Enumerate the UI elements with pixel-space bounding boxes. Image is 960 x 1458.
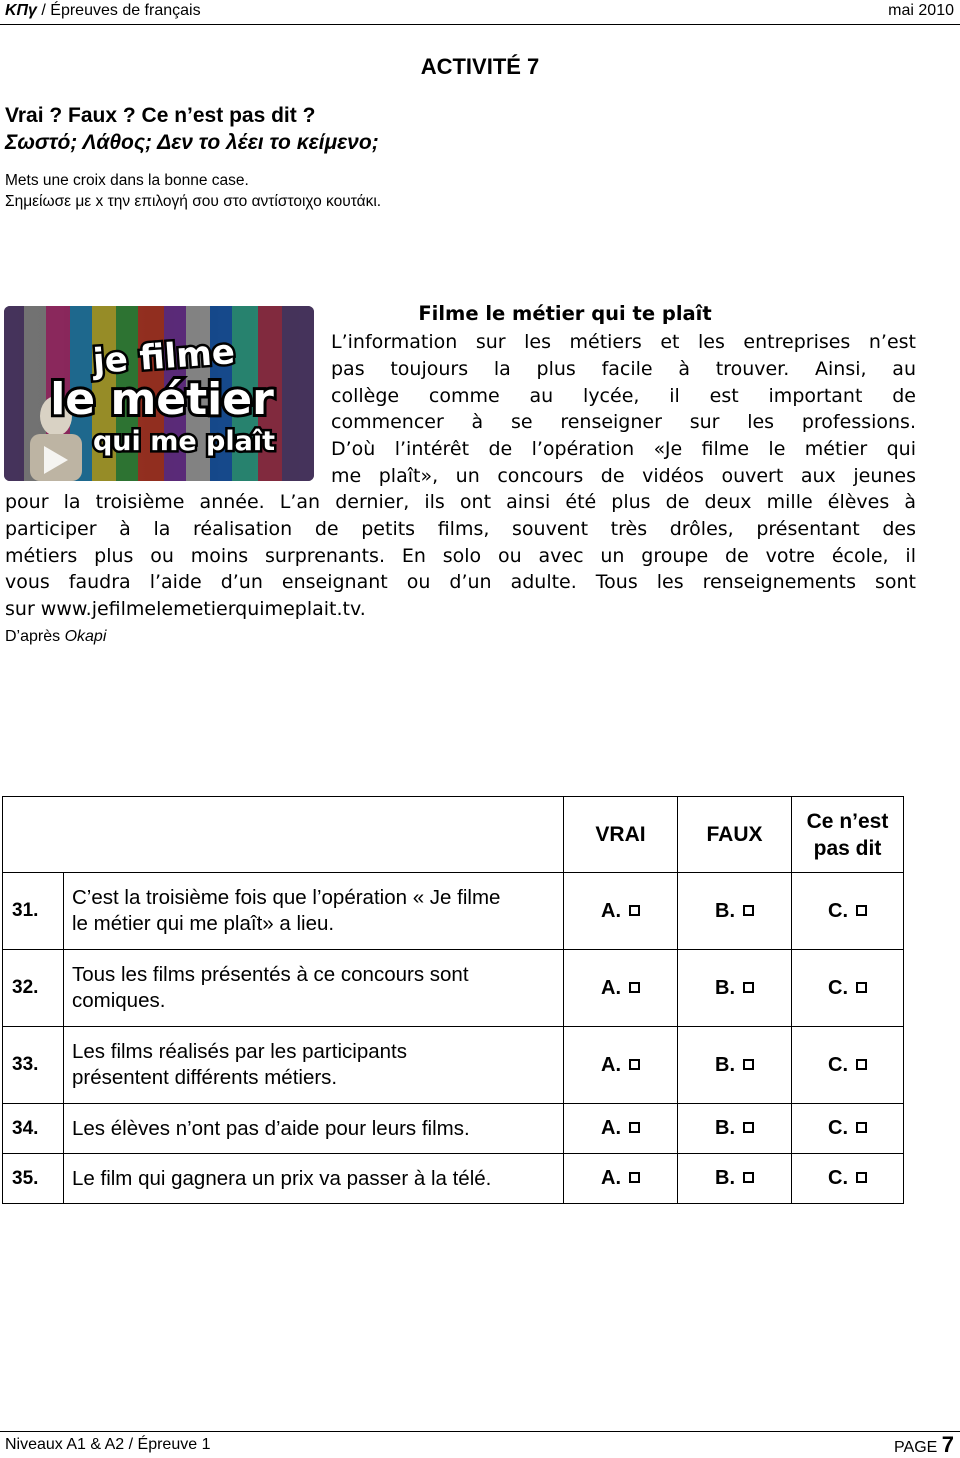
statement-line2: présentent différents métiers. [72, 1066, 338, 1089]
checkbox-a[interactable] [629, 982, 640, 993]
thumbnail-line-2: le métier [50, 374, 274, 425]
checkbox-a[interactable] [629, 1172, 640, 1183]
table-row [3, 1104, 904, 1154]
article-line: vous faudra l’aide d’un enseignant ou d’un adulte. Tous les renseignements sont [5, 571, 916, 594]
statement-line1: Les films réalisés par les participants [72, 1040, 407, 1063]
article-line: sur www.jefilmelemetierquimeplait.tv. [5, 598, 366, 621]
question-number: 31. [3, 873, 64, 950]
answer-table [2, 796, 904, 1204]
table-row [3, 950, 904, 1027]
option-b-label: B. [715, 1167, 735, 1189]
option-b-cell[interactable] [678, 950, 792, 1027]
thumbnail-line-1: je filme [91, 332, 237, 382]
footer-page-number: 7 [941, 1432, 954, 1457]
article-line: pour la troisième année. L’an dernier, ils ont ainsi été plus de deux mille élèves à [5, 491, 916, 513]
header-faux: FAUX [678, 797, 792, 873]
article-source [5, 628, 106, 646]
article-line: D’où l’intérêt de l’opération «Je filme le métier qui [331, 438, 916, 461]
statement-line1: Tous les films présentés à ce concours sont [72, 963, 469, 986]
checkbox-b[interactable] [743, 982, 754, 993]
article-line: métiers plus ou moins surprenants. En solo ou avec un groupe de votre école, il [5, 544, 916, 567]
footer-level: Niveaux A1 & A2 / Épreuve 1 [5, 1436, 211, 1453]
header-title [5, 2, 201, 20]
option-c-cell[interactable] [792, 1027, 904, 1104]
page-header [0, 0, 960, 25]
option-b-label: B. [715, 976, 735, 999]
activity-title-text: ACTIVITÉ 7 [420, 54, 540, 79]
header-ce-nest-line1: Ce n’est [806, 809, 889, 833]
footer-page-label: PAGE [894, 1439, 942, 1456]
option-a-label: A. [601, 899, 621, 922]
option-b-label: B. [715, 1117, 735, 1139]
checkbox-a[interactable] [629, 1059, 640, 1070]
option-b-label: B. [715, 899, 735, 922]
question-statement [64, 950, 564, 1027]
option-c-label: C. [828, 899, 848, 922]
table-row [3, 1027, 904, 1104]
article-column-text [331, 329, 916, 490]
footer-divider [0, 1431, 960, 1432]
instruction-french: Mets une croix dans la bonne case. [5, 172, 249, 189]
checkbox-b[interactable] [743, 905, 754, 916]
article-line: pas toujours la plus facile à trouver. Ainsi, au [331, 357, 916, 380]
option-b-cell[interactable] [678, 1104, 792, 1154]
question-number: 35. [3, 1154, 64, 1204]
activity-title [0, 54, 960, 80]
source-prefix: D’après [5, 628, 65, 645]
article-line: L’information sur les métiers et les entreprises n’est [331, 331, 916, 353]
checkbox-b[interactable] [743, 1172, 754, 1183]
option-a-label: A. [601, 1117, 621, 1139]
option-c-cell[interactable] [792, 873, 904, 950]
thumbnail-line-3: qui me plaît [92, 426, 276, 457]
option-a-cell[interactable] [564, 1104, 678, 1154]
header-subtitle: / Épreuves de français [36, 2, 201, 19]
statement-line2: le métier qui me plaît» a lieu. [72, 912, 335, 935]
option-c-label: C. [828, 1117, 848, 1139]
table-row [3, 1154, 904, 1204]
checkbox-c[interactable] [856, 1059, 867, 1070]
header-empty-cell [3, 797, 564, 873]
checkbox-c[interactable] [856, 982, 867, 993]
question-number: 34. [3, 1104, 64, 1154]
article-title [0, 302, 960, 325]
option-a-cell[interactable] [564, 950, 678, 1027]
question-number: 32. [3, 950, 64, 1027]
option-c-label: C. [828, 976, 848, 999]
option-b-cell[interactable] [678, 1154, 792, 1204]
article-title-text: Filme le métier qui te plaît [418, 302, 712, 325]
video-thumbnail [4, 306, 314, 481]
option-a-label: A. [601, 1053, 621, 1076]
question-statement [64, 1027, 564, 1104]
option-c-cell[interactable] [792, 950, 904, 1027]
option-c-label: C. [828, 1167, 848, 1189]
header-vrai: VRAI [564, 797, 678, 873]
thumbnail-graphic [4, 306, 314, 481]
checkbox-c[interactable] [856, 1122, 867, 1133]
footer-page [894, 1432, 954, 1458]
question-statement [64, 1104, 564, 1154]
checkbox-a[interactable] [629, 905, 640, 916]
statement-line1: Le film qui gagnera un prix va passer à la télé. [72, 1166, 492, 1190]
header-date: mai 2010 [888, 2, 954, 19]
checkbox-b[interactable] [743, 1059, 754, 1070]
option-c-cell[interactable] [792, 1154, 904, 1204]
statement-line1: Les élèves n’ont pas d’aide pour leurs films. [72, 1116, 470, 1140]
table-header-row [3, 797, 904, 873]
header-ce-nest-line2: pas dit [813, 836, 882, 860]
table-row [3, 873, 904, 950]
checkbox-a[interactable] [629, 1122, 640, 1133]
option-a-cell[interactable] [564, 1154, 678, 1204]
article-line: me plaît», un concours de vidéos ouvert aux jeunes [331, 464, 916, 487]
question-french: Vrai ? Faux ? Ce n’est pas dit ? [5, 104, 316, 127]
option-c-label: C. [828, 1053, 848, 1076]
statement-line2: comiques. [72, 989, 166, 1012]
header-ce-nest-pas-dit [792, 797, 904, 873]
option-a-label: A. [601, 1167, 621, 1189]
article-full-text [5, 489, 916, 623]
question-number: 33. [3, 1027, 64, 1104]
instruction-greek: Σημείωσε με x την επιλογή σου στο αντίστοιχο κουτάκι. [5, 193, 382, 210]
checkbox-c[interactable] [856, 905, 867, 916]
question-statement [64, 873, 564, 950]
article-line: participer à la réalisation de petits films, souvent très drôles, présentant des [5, 517, 916, 540]
option-a-cell[interactable] [564, 873, 678, 950]
checkbox-b[interactable] [743, 1122, 754, 1133]
option-b-cell[interactable] [678, 873, 792, 950]
article-line: collège comme au lycée, il est important de [331, 384, 916, 407]
header-series: ΚΠγ [5, 2, 37, 19]
source-name: Okapi [64, 628, 107, 645]
checkbox-c[interactable] [856, 1172, 867, 1183]
option-c-cell[interactable] [792, 1104, 904, 1154]
option-a-cell[interactable] [564, 1027, 678, 1104]
option-b-cell[interactable] [678, 1027, 792, 1104]
article-line: commencer à se renseigner sur les professions. [331, 411, 916, 434]
question-greek: Σωστό; Λάθος; Δεν το λέει το κείμενο; [5, 131, 379, 154]
statement-line1: C’est la troisième fois que l’opération « Je filme [72, 886, 501, 909]
option-b-label: B. [715, 1053, 735, 1076]
question-statement [64, 1154, 564, 1204]
option-a-label: A. [601, 976, 621, 999]
